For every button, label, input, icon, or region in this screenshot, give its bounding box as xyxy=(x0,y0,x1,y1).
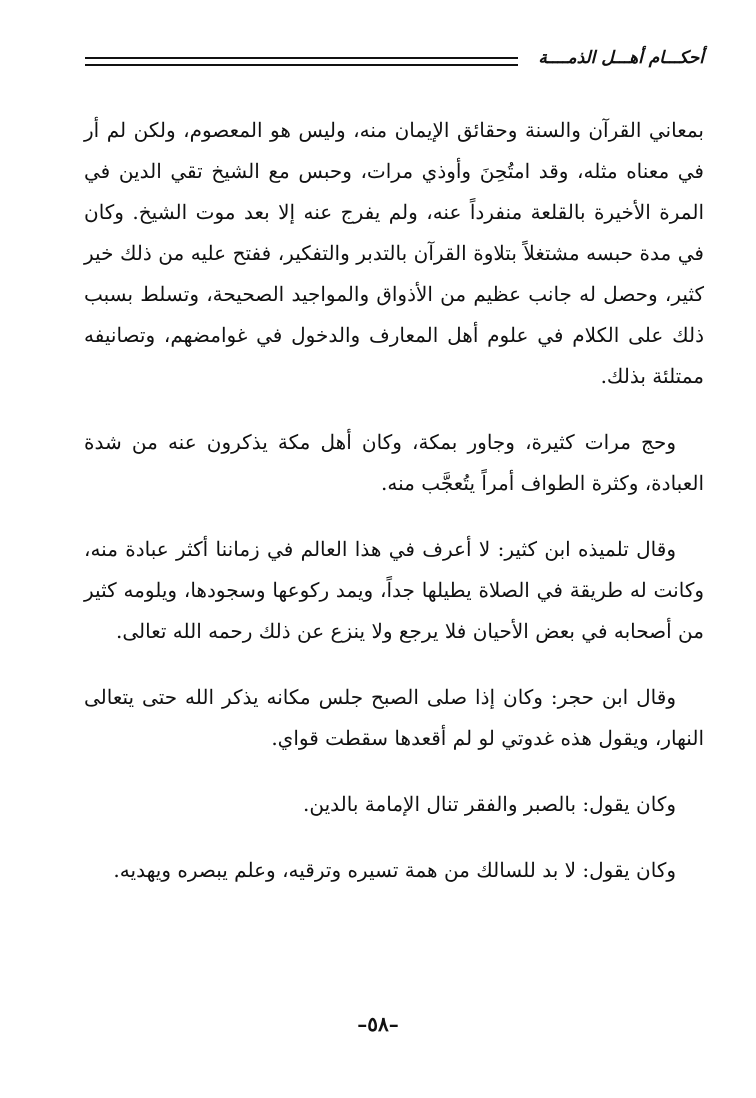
book-title-header: أحكـــام أهـــل الذمــــة xyxy=(538,48,704,68)
paragraph: وكان يقول: لا بد للسالك من همة تسيره وترقيه، وعلم يبصره ويهديه. xyxy=(113,858,676,882)
paragraph-continued: بمعاني القرآن والسنة وحقائق الإيمان منه، وليس هو المعصوم، ولكن لم أر في معناه مثله، وقد امتُحِنَ وأوذي مرات، وحبس مع الشيخ تقي الدين في المرة الأخيرة بالقلعة منفرداً عنه، ولم يفرج عنه إلا بعد موت الشيخ. وكان في مدة حبسه مشتغلاً بتلاوة القرآن بالتدبر والتفكير، ففتح عليه من ذلك خير كثير، وحصل له جانب عظيم من الأذواق والمواجيد الصحيحة، وتسلط بسبب ذلك على الكلام في علوم أهل المعارف والدخول في غوامضهم، وتصانيفه ممتلئة بذلك. xyxy=(84,118,704,388)
header-double-rule xyxy=(85,57,518,66)
running-header xyxy=(85,44,704,74)
page-number: –٥٨– xyxy=(357,1012,399,1036)
paragraph: وكان يقول: بالصبر والفقر تنال الإمامة بالدين. xyxy=(303,792,676,816)
paragraph: وقال تلميذه ابن كثير: لا أعرف في هذا العالم في زماننا أكثر عبادة منه، وكانت له طريقة في الصلاة يطيلها جداً، ويمد ركوعها وسجودها، ويلومه كثير من أصحابه في بعض الأحيان فلا يرجع ولا ينزع عن ذلك رحمه الله تعالى. xyxy=(84,537,704,643)
paragraph: وحج مرات كثيرة، وجاور بمكة، وكان أهل مكة يذكرون عنه من شدة العبادة، وكثرة الطواف أمراً يتُعجَّب منه. xyxy=(84,430,704,495)
page-body xyxy=(84,110,704,916)
paragraph: وقال ابن حجر: وكان إذا صلى الصبح جلس مكانه يذكر الله حتى يتعالى النهار، ويقول هذه غدوتي لو لم أقعدها سقطت قواي. xyxy=(84,685,704,750)
